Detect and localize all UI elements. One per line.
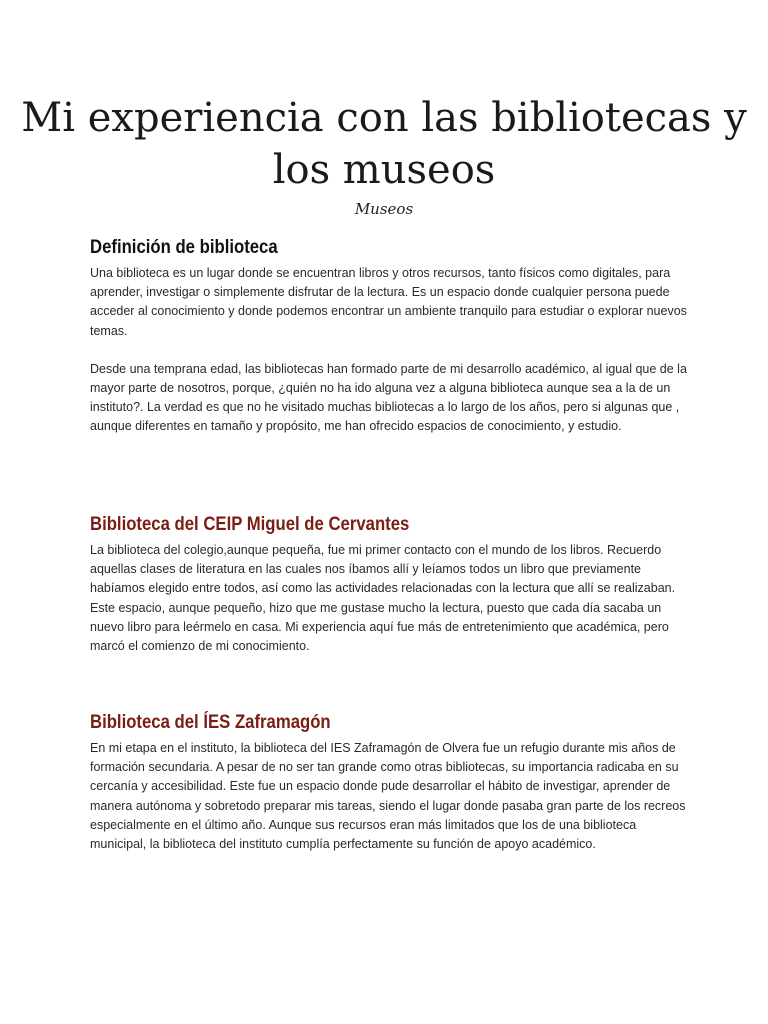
section-ies bbox=[90, 711, 690, 854]
paragraph: Una biblioteca es un lugar donde se encuentran libros y otros recursos, tanto físicos como digitales, para aprender, investigar o simplemente disfrutar de la lectura. Es un espacio donde cualquier persona puede acceder al conocimiento y donde podemos encontrar un ambiente tranquilo para estudiar o explorar nuevos temas. bbox=[90, 266, 687, 338]
section-heading-ies: Biblioteca del ÍES Zaframagón bbox=[90, 712, 331, 733]
paragraph: En mi etapa en el instituto, la biblioteca del IES Zaframagón de Olvera fue un refugio durante mis años de formación secundaria. A pesar de no ser tan grande como otras bibliotecas, su importancia radicaba en su cercanía y accesibilidad. Este fue un espacio donde pude desarrollar el hábito de investigar, aprender de manera autónoma y sobretodo preparar mis tareas, siendo el lugar donde pasaba gran parte de los recreos especialmente en el último año. Aunque sus recursos eran más limitados que los de una biblioteca municipal, la biblioteca del instituto cumplía perfectamente su función de apoyo académico. bbox=[90, 741, 686, 852]
page-title: Mi experiencia con las bibliotecas y los museos bbox=[21, 95, 747, 193]
section-definicion bbox=[90, 236, 690, 437]
page-subtitle: Museos bbox=[354, 200, 414, 218]
section-heading-definicion: Definición de biblioteca bbox=[90, 237, 278, 258]
paragraph: Desde una temprana edad, las bibliotecas han formado parte de mi desarrollo académico, al igual que de la mayor parte de nosotros, porque, ¿quién no ha ido alguna vez a alguna biblioteca aunque sea a la de un instituto?. La verdad es que no he visitado muchas bibliotecas a lo largo de los años, pero si algunas que , aunque diferentes en tamaño y propósito, me han ofrecido espacios de conocimiento, y estudio. bbox=[90, 361, 687, 434]
section-heading-ceip: Biblioteca del CEIP Miguel de Cervantes bbox=[90, 514, 410, 535]
section-ceip bbox=[90, 513, 690, 656]
paragraph: La biblioteca del colegio,aunque pequeña, fue mi primer contacto con el mundo de los libros. Recuerdo aquellas clases de literatura en las cuales nos íbamos allí y leíamos todos un libro que previamente habíamos elegido entre todos, así como las actividades relacionadas con la lectura que allí se realizaban. Este espacio, aunque pequeño, hizo que me gustase mucho la lectura, puesto que cada día sacaba un nuevo libro para leérmelo en casa. Mi experiencia aquí fue más de entretenimiento que académica, pero marcó el comienzo de mi conocimiento. bbox=[90, 543, 676, 654]
